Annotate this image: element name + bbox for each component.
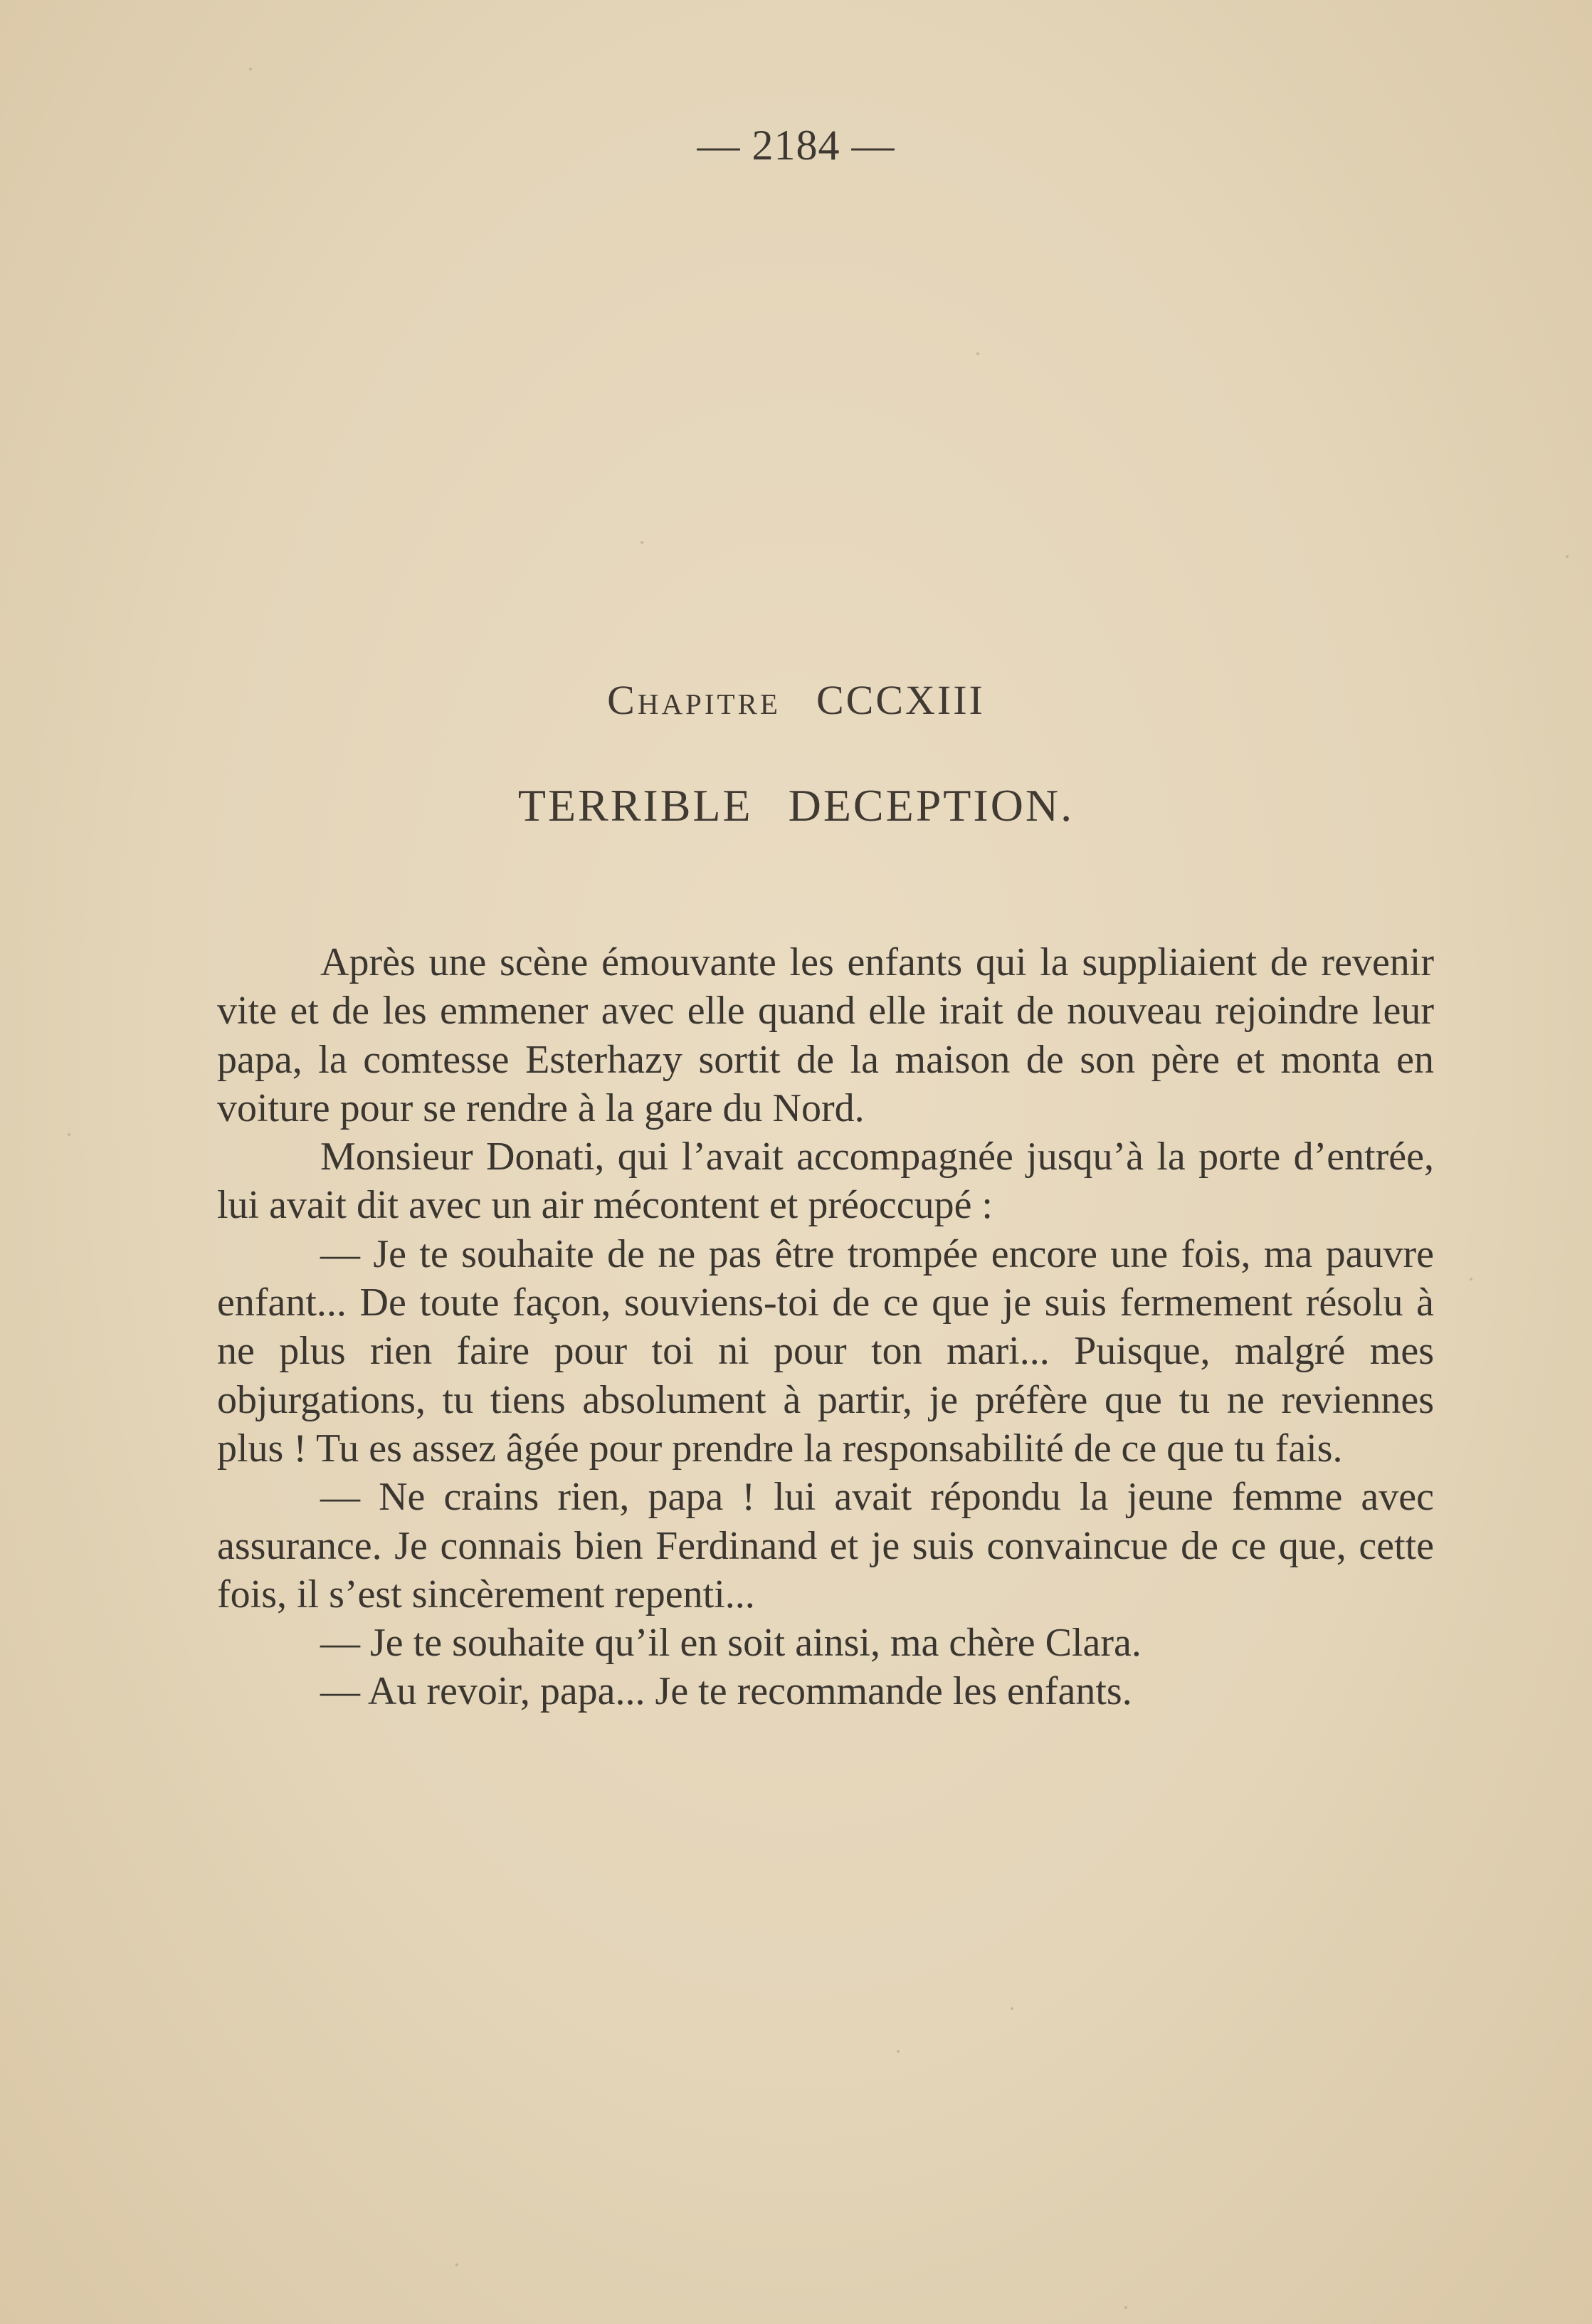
paragraph: Monsieur Donati, qui l’avait accompagnée jusqu’à la porte d’entrée, lui avait dit avec un air mécontent et préoccupé :	[217, 1135, 1434, 1228]
chapter-title-word: DECEPTION.	[788, 780, 1075, 831]
paper-speck	[68, 1133, 70, 1136]
paragraph: — Je te souhaite qu’il en soit ainsi, ma chère Clara.	[320, 1621, 1142, 1666]
page-number: — 2184 —	[697, 122, 895, 169]
paragraph: — Ne crains rien, papa ! lui avait répondu la jeune femme avec assurance. Je connais bien Ferdinand et je suis convaincue de ce que, cette fois, il s’est sincèrement repenti...	[217, 1475, 1434, 1616]
chapter-label: Chapitre	[607, 677, 781, 723]
paper-speck	[1566, 555, 1569, 558]
paper-speck	[641, 541, 643, 544]
paragraph: Après une scène émouvante les enfants qui la suppliaient de revenir vite et de les emmener avec elle quand elle irait de nouveau rejoindre leur papa, la comtesse Esterhazy sortit de la maison de son père et monta en voiture pour se rendre à la gare du Nord.	[217, 940, 1434, 1130]
chapter-title	[0, 779, 1592, 832]
paper-speck	[976, 352, 979, 355]
paper-speck	[1011, 2007, 1013, 2010]
paper-speck	[1124, 2306, 1127, 2309]
chapter-title-word: TERRIBLE	[517, 780, 753, 831]
paper-speck	[1470, 1278, 1472, 1281]
paper-speck	[897, 2050, 900, 2053]
paper-speck	[455, 2263, 458, 2266]
chapter-heading	[0, 676, 1592, 724]
paragraph: — Au revoir, papa... Je te recommande les enfants.	[320, 1669, 1132, 1714]
paragraph: — Je te souhaite de ne pas être trompée encore une fois, ma pauvre enfant... De toute façon, souviens-toi de ce que je suis fermement résolu à ne plus rien faire pour toi ni pour ton mari... Puisque, malgré mes objurgations, tu tiens absolument à partir, je préfère que tu ne reviennes plus ! Tu es assez âgée pour prendre la responsabilité de ce que tu fais.	[217, 1231, 1434, 1471]
paper-speck	[249, 68, 252, 70]
chapter-numeral: CCCXIII	[816, 677, 985, 723]
chapter-body	[217, 938, 1434, 1716]
